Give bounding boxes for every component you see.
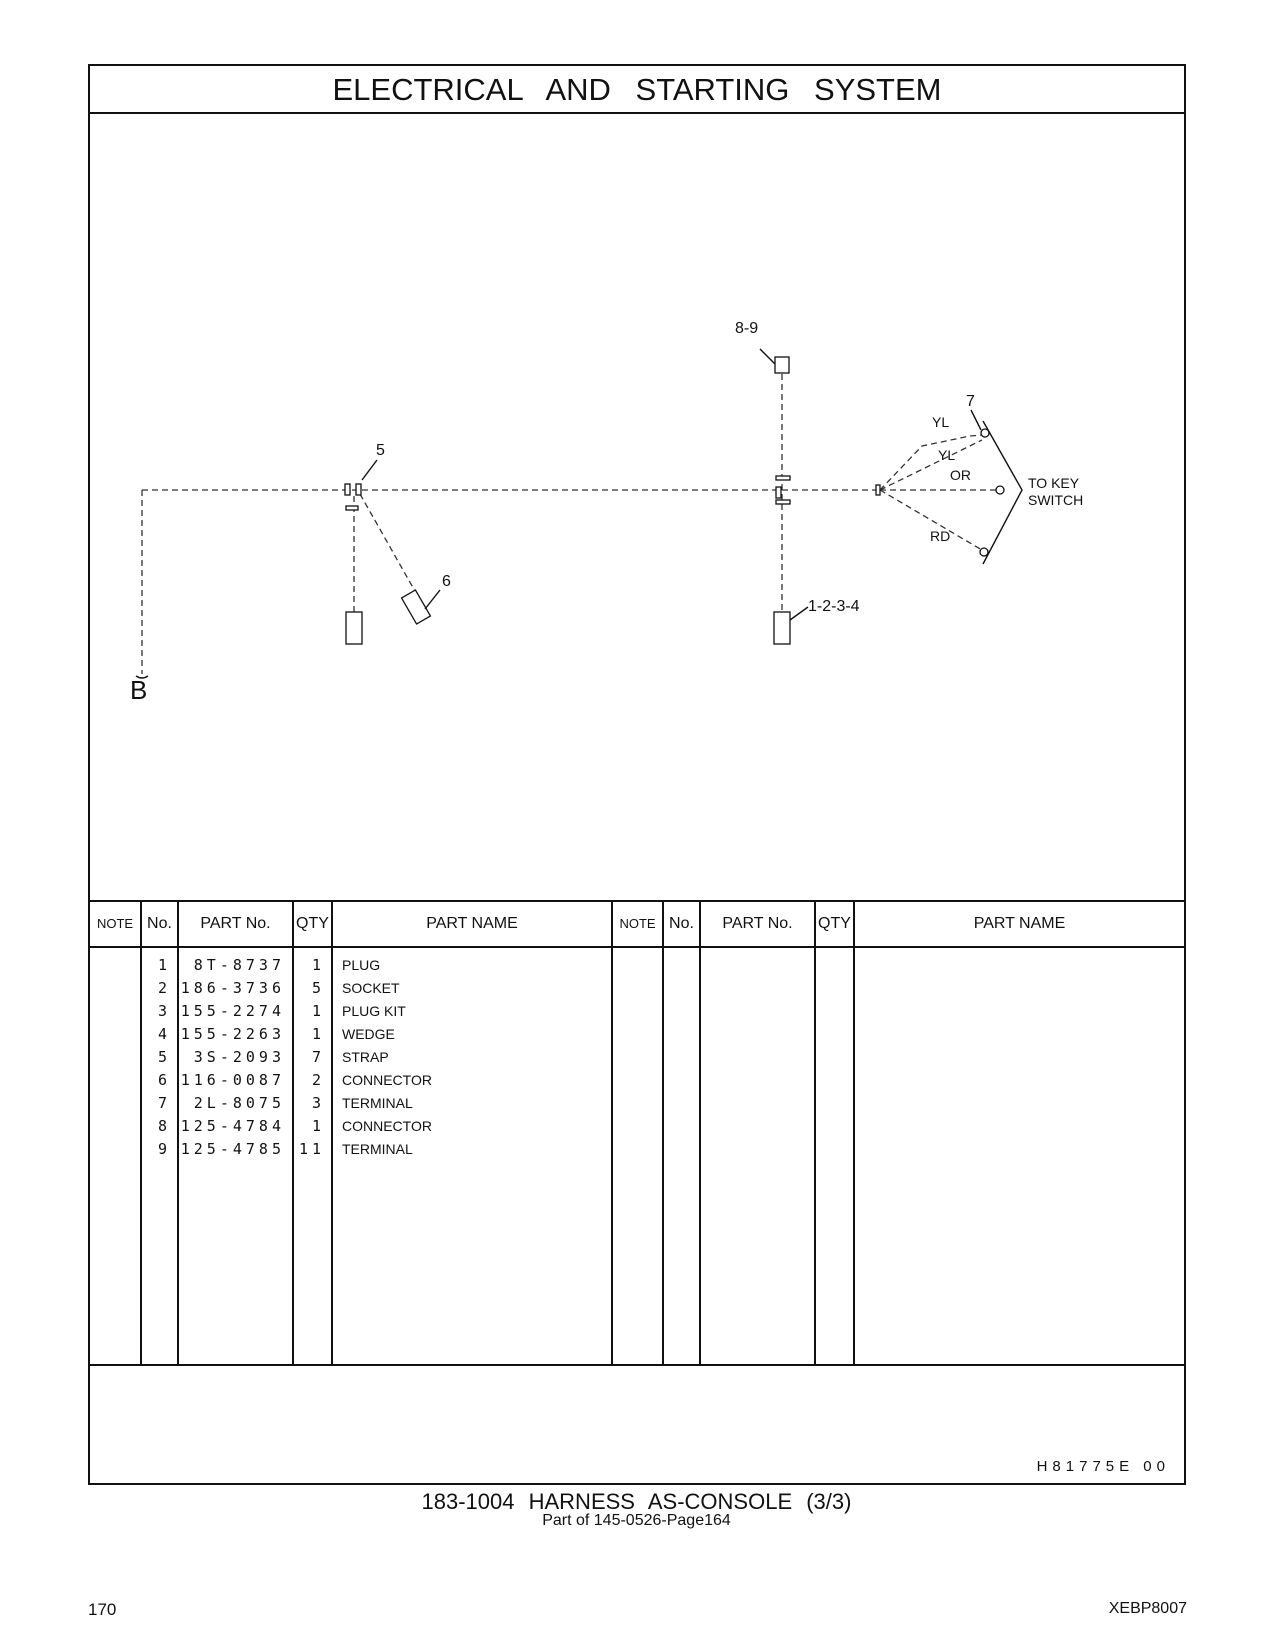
wiring-diagram-svg [90,114,1184,900]
callout-8-9: 8-9 [735,320,759,337]
callout-b: B [130,675,148,705]
wire-branch-6 [360,494,420,600]
wire-label-or: OR [950,467,971,483]
leader-6 [425,590,440,609]
wire-label-rd: RD [930,528,951,544]
column-divider [611,902,613,1364]
junction-marker [345,484,350,495]
page-number: 170 [88,1600,117,1619]
junction-marker [356,484,361,495]
row-number: 4 [157,1025,171,1043]
terminal-rd [980,548,988,556]
part-number: 155-2274 [180,1002,285,1020]
quantity: 11 [298,1140,325,1158]
document-id: XEBP8007 [1108,1600,1187,1617]
header-part-name: PART NAME [426,915,518,932]
column-divider [331,902,333,1364]
column-divider [853,902,855,1364]
part-name: PLUG KIT [342,1003,406,1019]
callout-1-2-3-4: 1-2-3-4 [808,598,860,615]
page-frame [88,64,1186,1485]
header-part-no-right: PART No. [722,915,793,932]
part-number: 2L-8075 [193,1094,285,1112]
terminal-or [996,486,1004,494]
row-number: 7 [157,1094,171,1112]
row-number: 8 [157,1117,171,1135]
page-title: ELECTRICAL AND STARTING SYSTEM [90,66,1184,114]
quantity: 1 [311,956,325,974]
part-name: WEDGE [342,1026,395,1042]
leader-1-2-3-4 [790,607,808,620]
quantity: 2 [311,1071,325,1089]
junction-marker [346,506,358,510]
destination-line-1: TO KEY [1028,475,1080,491]
part-name: TERMINAL [342,1141,413,1157]
part-number: 3S-2093 [193,1048,285,1066]
junction-marker [776,476,790,480]
header-no: No. [147,915,172,932]
callout-7: 7 [966,393,975,410]
callout-5: 5 [376,442,385,459]
figure-caption: 183-1004 HARNESS AS-CONSOLE (3/3) [421,1489,852,1514]
row-number: 1 [157,956,171,974]
part-name: CONNECTOR [342,1072,432,1088]
part-name: CONNECTOR [342,1118,432,1134]
part-number: 125-4785 [180,1140,285,1158]
header-note-right: NOTE [619,916,656,931]
quantity: 1 [311,1002,325,1020]
part-name: PLUG [342,957,381,973]
parts-table [90,900,1184,1366]
column-divider [814,902,816,1364]
leader-8-9 [760,349,775,364]
connector-1-2-3-4 [774,612,790,644]
junction-marker [776,487,781,498]
row-number: 2 [157,979,171,997]
row-number: 5 [157,1048,171,1066]
quantity: 1 [311,1117,325,1135]
illustration-code: H81775E 00 [1036,1458,1170,1475]
column-divider [699,902,701,1364]
header-no-right: No. [669,915,694,932]
connector-bottom-left [346,612,362,644]
row-number: 9 [157,1140,171,1158]
part-name: STRAP [342,1049,389,1065]
part-number: 8T-8737 [193,956,285,974]
part-number: 186-3736 [180,979,285,997]
quantity: 7 [311,1048,325,1066]
part-number: 116-0087 [180,1071,285,1089]
leader-5 [362,460,377,480]
quantity: 1 [311,1025,325,1043]
row-number: 3 [157,1002,171,1020]
part-name: TERMINAL [342,1095,413,1111]
part-number: 125-4784 [180,1117,285,1135]
wiring-diagram [90,114,1184,900]
leader-7 [971,410,981,430]
header-part-no: PART No. [200,915,271,932]
wire-label-yl-2: YL [938,447,956,463]
header-part-name-right: PART NAME [973,915,1066,932]
figure-subcaption: Part of 145-0526-Page164 [542,1512,731,1529]
part-number: 155-2263 [180,1025,285,1043]
header-note: NOTE [96,916,134,931]
column-divider [662,902,664,1364]
wire-label-yl-1: YL [932,414,950,430]
quantity: 5 [311,979,325,997]
connector-8-9 [775,357,789,373]
junction-marker [776,500,790,504]
part-name: SOCKET [342,980,400,996]
quantity: 3 [311,1094,325,1112]
row-number: 6 [157,1071,171,1089]
destination-line-2: SWITCH [1028,492,1084,508]
header-qty-right: QTY [818,915,851,932]
junction-marker [876,485,880,495]
header-qty: QTY [296,915,329,932]
callout-6: 6 [442,573,451,590]
